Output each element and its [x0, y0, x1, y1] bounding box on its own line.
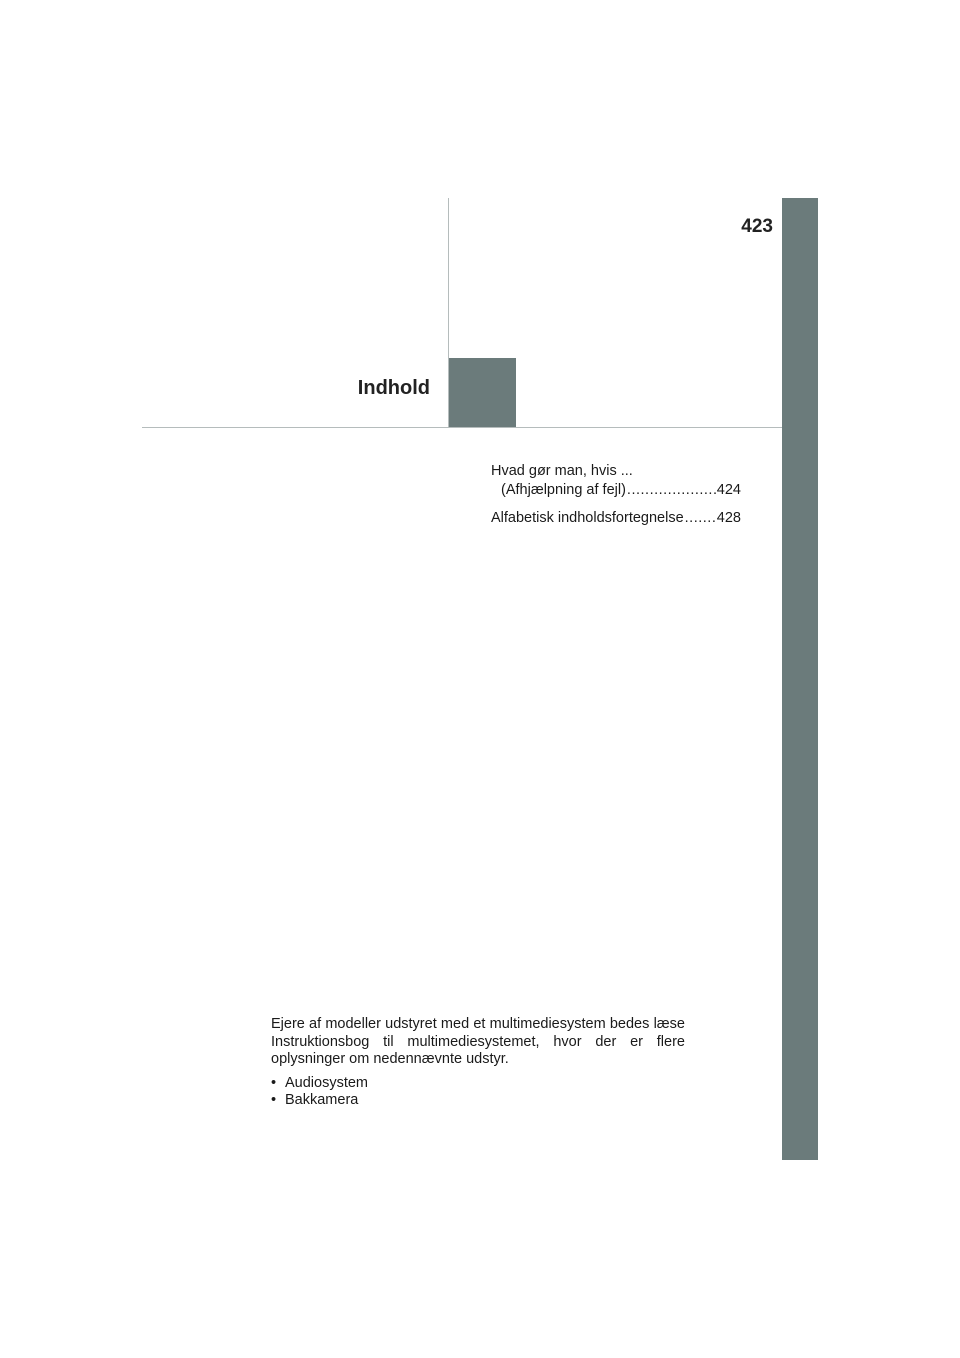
header-horizontal-rule [142, 427, 782, 428]
multimedia-note [271, 1016, 685, 1109]
toc-entry-title: Hvad gør man, hvis ... [491, 463, 633, 479]
equipment-list [271, 1075, 685, 1109]
toc-leader-dots [627, 481, 716, 500]
list-item [271, 1092, 685, 1109]
table-of-contents [491, 462, 741, 537]
page-number: 423 [741, 216, 773, 237]
list-item-label: Bakkamera [285, 1091, 359, 1108]
chapter-side-tab [782, 198, 818, 1160]
toc-leader-dots [685, 509, 716, 528]
toc-entry-page: 428 [716, 510, 741, 526]
toc-entry-troubleshooting[interactable] [491, 462, 741, 500]
section-color-block [449, 358, 516, 427]
toc-entry-index[interactable] [491, 509, 741, 528]
toc-entry-subtitle: (Afhjælpning af fejl) [501, 482, 626, 498]
list-item-label: Audiosystem [285, 1074, 369, 1091]
toc-entry-title: Alfabetisk indholdsfortegnelse [491, 510, 684, 526]
note-paragraph: Ejere af modeller udstyret med et multimediesystem bedes læse Instruktionsbog til multimediesystemet, hvor der er flere oplysninger om nedennævnte udstyr. [271, 1016, 685, 1067]
list-item [271, 1075, 685, 1092]
bullet-icon: • [271, 1074, 277, 1091]
toc-entry-page: 424 [716, 482, 741, 498]
section-title: Indhold [357, 377, 430, 399]
bullet-icon: • [271, 1091, 277, 1108]
